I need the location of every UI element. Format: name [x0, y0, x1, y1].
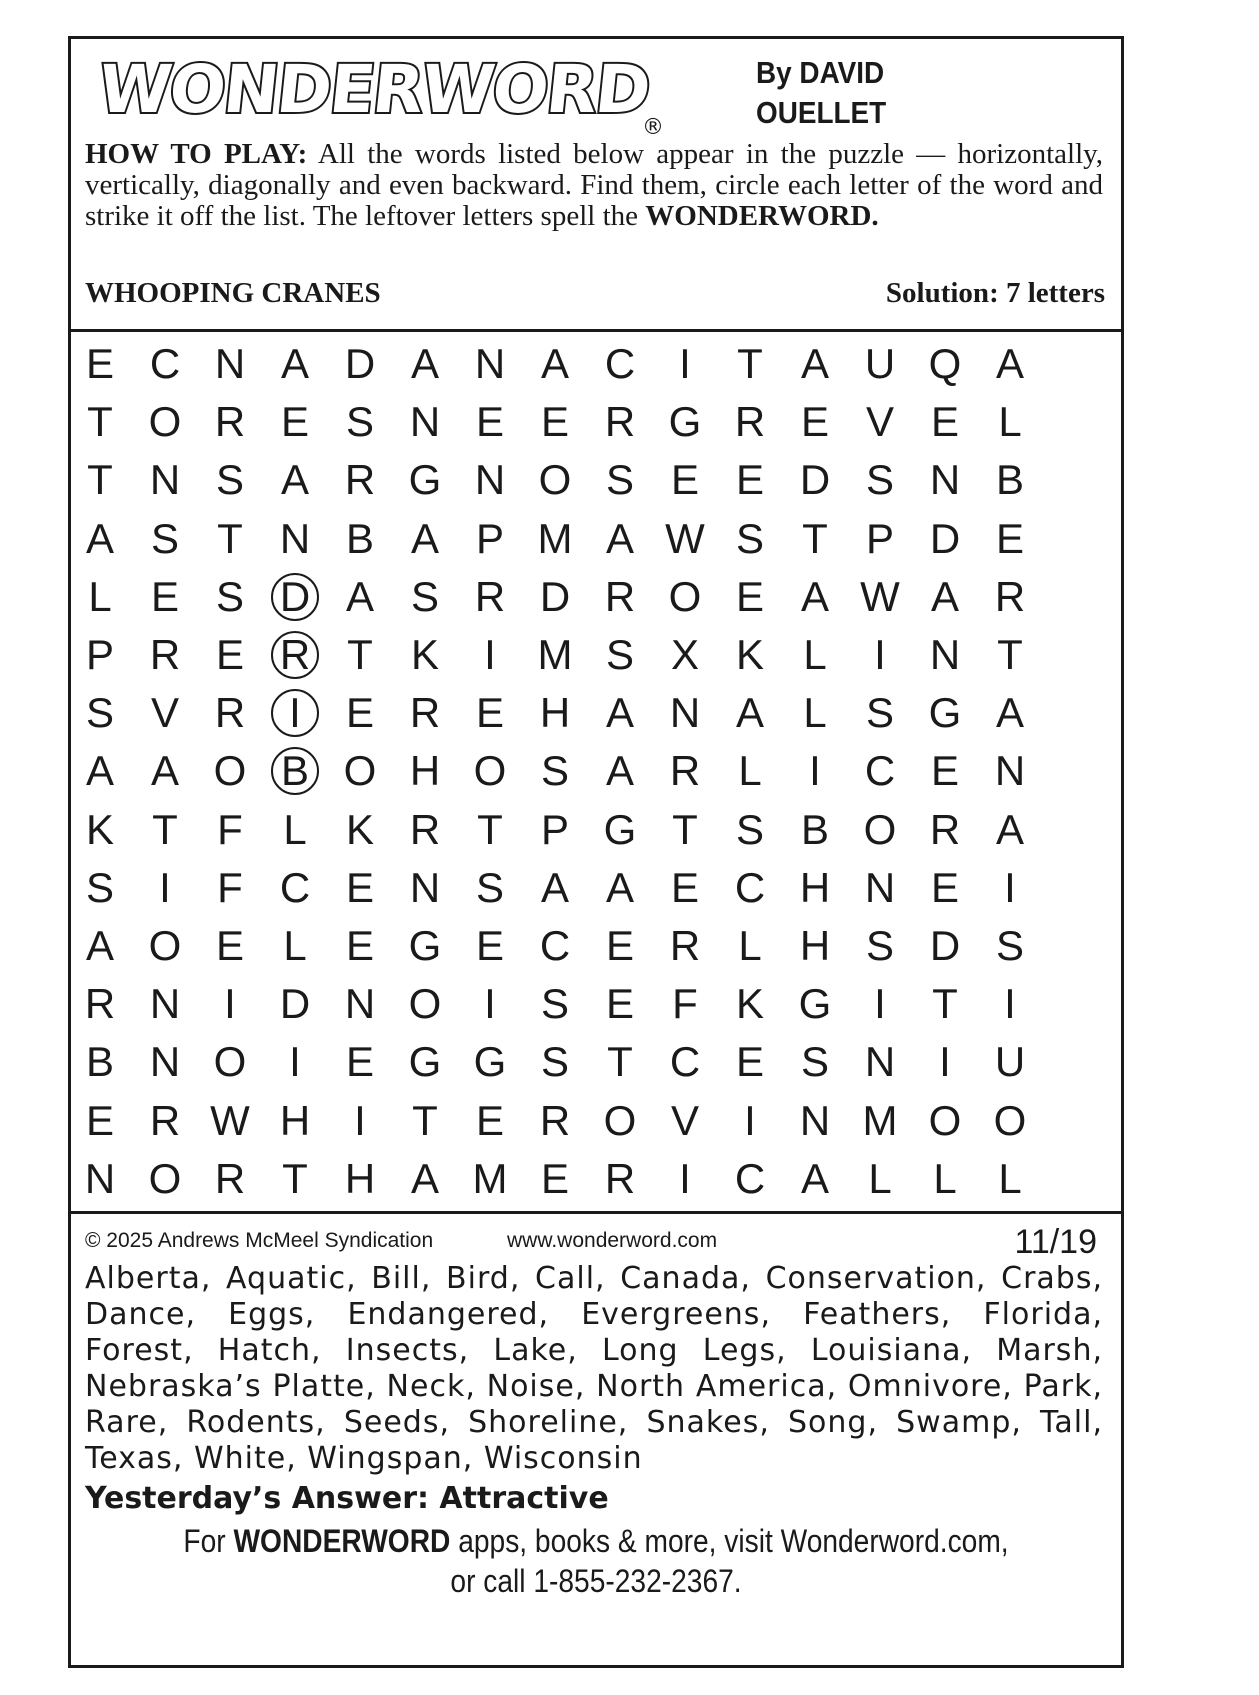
grid-cell[interactable]: E	[735, 456, 764, 504]
grid-cell[interactable]: R	[409, 805, 441, 853]
grid-cell[interactable]: A	[800, 340, 829, 387]
grid-cell[interactable]: E	[540, 398, 569, 446]
grid-cell[interactable]: X	[670, 631, 699, 678]
puzzle-frame	[68, 36, 1124, 1668]
grid-cell[interactable]: G	[408, 456, 442, 504]
grid-cell[interactable]: O	[863, 805, 897, 853]
grid-cell[interactable]: I	[271, 689, 319, 737]
grid-cell[interactable]: N	[669, 689, 701, 737]
grid-cell[interactable]: S	[540, 980, 569, 1028]
grid-cell[interactable]: B	[85, 1038, 114, 1086]
grid-cell[interactable]: E	[215, 631, 244, 678]
grid-cell[interactable]: T	[607, 1038, 633, 1086]
grid-cell[interactable]: R	[604, 398, 636, 446]
grid-cell[interactable]: A	[280, 340, 309, 387]
grid-cell[interactable]: N	[409, 863, 441, 911]
grid-cell[interactable]: E	[670, 456, 699, 504]
grid-cell[interactable]: T	[802, 514, 828, 562]
grid-cell[interactable]: R	[271, 631, 319, 679]
grid-cell[interactable]: S	[735, 514, 764, 562]
registered-mark: ®	[642, 115, 664, 140]
grid-cell[interactable]: N	[149, 456, 181, 504]
grid-cell[interactable]: R	[474, 572, 506, 620]
grid-cell[interactable]: S	[215, 456, 244, 504]
divider-top	[71, 329, 1121, 332]
grid-cell[interactable]: S	[865, 689, 894, 737]
grid-cell[interactable]: E	[345, 922, 374, 969]
grid-cell[interactable]: O	[603, 1096, 637, 1144]
grid-cell[interactable]: I	[484, 980, 496, 1028]
grid-cell[interactable]: H	[344, 1154, 376, 1202]
grid-cell[interactable]: T	[672, 805, 698, 853]
grid-cell[interactable]: G	[603, 805, 637, 853]
grid-cell[interactable]: L	[283, 922, 307, 969]
grid-cell[interactable]: T	[152, 805, 178, 853]
grid-cell[interactable]: A	[800, 572, 829, 620]
grid-cell[interactable]: S	[995, 922, 1024, 969]
theme-row	[85, 277, 1105, 313]
grid-cell[interactable]: R	[604, 572, 636, 620]
grid-cell[interactable]: I	[679, 1154, 691, 1202]
grid-cell[interactable]: O	[213, 1038, 247, 1086]
grid-cell[interactable]: R	[149, 1096, 181, 1144]
grid-cell[interactable]: N	[929, 631, 961, 678]
grid-cell[interactable]: D	[929, 922, 961, 969]
grid-cell[interactable]: E	[735, 1038, 764, 1086]
grid-cell[interactable]: O	[148, 922, 182, 969]
grid-cell[interactable]: M	[862, 1096, 898, 1144]
grid-cell[interactable]: I	[744, 1096, 756, 1144]
grid-cell[interactable]: A	[605, 747, 634, 795]
grid-cell[interactable]: A	[605, 514, 634, 562]
grid-cell[interactable]: N	[994, 747, 1026, 795]
grid-cell[interactable]: O	[928, 1096, 962, 1144]
grid-cell[interactable]: E	[670, 863, 699, 911]
grid-cell[interactable]: S	[540, 747, 569, 795]
grid-cell[interactable]: G	[408, 1038, 442, 1086]
promo-rest: apps, books & more, visit Wonderword.com,	[458, 1523, 1009, 1559]
grid-cell[interactable]: R	[214, 398, 246, 446]
grid-cell[interactable]: A	[410, 1154, 439, 1202]
website-link[interactable]: www.wonderword.com	[507, 1229, 718, 1252]
grid-cell[interactable]: W	[665, 514, 705, 562]
grid-cell[interactable]: B	[800, 805, 829, 853]
promo-line2: or call 1-855-232-2367.	[450, 1563, 742, 1599]
grid-cell[interactable]: O	[473, 747, 507, 795]
grid-cell[interactable]: S	[865, 922, 894, 969]
grid-cell[interactable]: L	[803, 689, 827, 737]
grid-cell[interactable]: O	[538, 456, 572, 504]
grid-cell[interactable]: G	[928, 689, 962, 737]
grid-cell[interactable]: K	[735, 631, 764, 678]
grid-cell[interactable]: E	[800, 398, 829, 446]
yesterdays-answer: Yesterday’s Answer: Attractive	[85, 1481, 609, 1516]
grid-cell[interactable]: S	[215, 572, 244, 620]
grid-cell[interactable]: T	[87, 456, 113, 504]
grid-cell[interactable]: A	[995, 340, 1024, 387]
grid-cell[interactable]: E	[475, 1096, 504, 1144]
grid-cell[interactable]: S	[85, 863, 114, 911]
grid-cell[interactable]: F	[217, 805, 243, 853]
grid-cell[interactable]: D	[344, 340, 376, 387]
grid-cell[interactable]: A	[150, 747, 179, 795]
grid-cell[interactable]: T	[737, 340, 763, 387]
grid-cell[interactable]: B	[345, 514, 374, 562]
grid-cell[interactable]: N	[474, 340, 506, 387]
grid-cell[interactable]: K	[410, 631, 439, 678]
grid-cell[interactable]: P	[85, 631, 114, 678]
divider-bottom	[71, 1211, 1121, 1214]
grid-cell[interactable]: T	[412, 1096, 438, 1144]
grid-cell[interactable]: O	[343, 747, 377, 795]
solution-length: Solution: 7 letters	[885, 277, 1105, 309]
grid-cell[interactable]: A	[85, 514, 114, 562]
grid-cell[interactable]: C	[539, 922, 571, 969]
grid-cell[interactable]: P	[540, 805, 569, 853]
grid-cell[interactable]: G	[668, 398, 702, 446]
grid-cell[interactable]: I	[224, 980, 236, 1028]
grid-cell[interactable]: A	[410, 340, 439, 387]
grid-cell[interactable]: O	[148, 398, 182, 446]
grid-cell[interactable]: D	[279, 980, 311, 1028]
grid-cell[interactable]: N	[409, 398, 441, 446]
grid-cell[interactable]: L	[738, 747, 762, 795]
grid-cell[interactable]: S	[800, 1038, 829, 1086]
grid-cell[interactable]: U	[994, 1038, 1026, 1086]
grid-cell[interactable]: R	[669, 747, 701, 795]
grid-cell[interactable]: N	[279, 514, 311, 562]
grid-cell[interactable]: S	[150, 514, 179, 562]
grid-cell[interactable]: A	[280, 456, 309, 504]
grid-cell[interactable]: E	[475, 398, 504, 446]
grid-cell[interactable]: D	[929, 514, 961, 562]
grid-cell[interactable]: C	[149, 340, 181, 387]
grid-cell[interactable]: L	[868, 1154, 892, 1202]
grid-cell[interactable]: I	[289, 1038, 301, 1086]
grid-cell[interactable]: N	[864, 1038, 896, 1086]
grid-cell[interactable]: G	[408, 922, 442, 969]
grid-cell[interactable]: L	[88, 572, 112, 620]
grid-cell[interactable]: S	[410, 572, 439, 620]
promo-line1	[134, 1521, 1058, 1561]
grid-cell[interactable]: N	[864, 863, 896, 911]
byline-line2: OUELLET	[756, 95, 887, 130]
grid-cell[interactable]: R	[214, 1154, 246, 1202]
grid-cell[interactable]: E	[540, 1154, 569, 1202]
grid-cell[interactable]: I	[159, 863, 171, 911]
grid-cell[interactable]: I	[484, 631, 496, 678]
grid-cell[interactable]: O	[408, 980, 442, 1028]
grid-cell[interactable]: E	[85, 1096, 114, 1144]
grid-cell[interactable]: K	[85, 805, 114, 853]
grid-cell[interactable]: A	[85, 922, 114, 969]
grid-cell[interactable]: I	[809, 747, 821, 795]
grid-cell[interactable]: O	[213, 747, 247, 795]
grid-cell[interactable]: R	[539, 1096, 571, 1144]
grid-cell[interactable]: Q	[928, 340, 962, 387]
grid-cell[interactable]: S	[605, 456, 634, 504]
grid-cell[interactable]: I	[1004, 980, 1016, 1028]
word-list: Alberta, Aquatic, Bill, Bird, Call, Canada, Conservation, Crabs, Dance, Eggs, Endangered, Evergreens, Feathers, Florida, Forest, Hatch, Insects, Lake, Long Legs, Louisiana, Marsh, Nebraska’s Platte, Neck, Noise, North America, Omnivore, Park, Rare, Rodents, Seeds, Shoreline, Snakes, Song, Swamp, Tall, Texas, White, Wingspan, Wisconsin	[85, 1261, 1103, 1476]
grid-cell[interactable]: C	[734, 863, 766, 911]
grid-cell[interactable]: I	[354, 1096, 366, 1144]
grid-cell[interactable]: E	[85, 340, 114, 387]
grid-cell[interactable]: K	[345, 805, 374, 853]
grid-cell[interactable]: A	[800, 1154, 829, 1202]
grid-cell[interactable]: T	[87, 398, 113, 446]
grid-cell[interactable]: E	[930, 863, 959, 911]
grid-cell[interactable]: L	[933, 1154, 957, 1202]
grid-cell[interactable]: E	[605, 922, 634, 969]
grid-cell[interactable]: S	[605, 631, 634, 678]
grid-cell[interactable]: I	[874, 631, 886, 678]
grid-cell[interactable]: N	[929, 456, 961, 504]
grid-cell[interactable]: N	[799, 1096, 831, 1144]
grid-cell[interactable]: N	[149, 980, 181, 1028]
grid-cell[interactable]: H	[799, 863, 831, 911]
letter-grid	[73, 337, 1113, 1207]
grid-cell[interactable]: S	[540, 1038, 569, 1086]
grid-cell[interactable]: V	[670, 1096, 699, 1144]
grid-cell[interactable]: P	[865, 514, 894, 562]
grid-cell[interactable]: E	[735, 572, 764, 620]
promo-prefix: For	[183, 1523, 226, 1559]
grid-cell[interactable]: M	[472, 1154, 508, 1202]
grid-cell[interactable]: H	[799, 922, 831, 969]
grid-cell[interactable]: W	[860, 572, 900, 620]
byline	[756, 53, 886, 133]
grid-cell[interactable]: R	[149, 631, 181, 678]
grid-cell[interactable]: U	[864, 340, 896, 387]
grid-cell[interactable]: A	[735, 689, 764, 737]
grid-cell[interactable]: T	[282, 1154, 308, 1202]
grid-cell[interactable]: P	[475, 514, 504, 562]
how-to-play-text: All the words listed below appear in the puzzle — horizontally, vertically, diagonally and even backward. Find them, circle each letter of the word and strike it off the list. The leftover letters spell the	[85, 138, 1104, 232]
grid-cell[interactable]: O	[668, 572, 702, 620]
how-to-play	[85, 139, 1103, 232]
grid-cell[interactable]: T	[217, 514, 243, 562]
grid-cell[interactable]: S	[865, 456, 894, 504]
grid-cell[interactable]: A	[995, 805, 1024, 853]
how-to-play-end: WONDERWORD.	[645, 200, 879, 232]
grid-cell[interactable]: H	[539, 689, 571, 737]
grid-cell[interactable]: E	[345, 863, 374, 911]
grid-cell[interactable]: R	[409, 689, 441, 737]
grid-cell[interactable]: F	[217, 863, 243, 911]
grid-cell[interactable]: T	[347, 631, 373, 678]
grid-cell[interactable]: R	[669, 922, 701, 969]
grid-cell[interactable]: M	[537, 514, 573, 562]
grid-cell[interactable]: A	[410, 514, 439, 562]
grid-cell[interactable]: I	[874, 980, 886, 1028]
grid-cell[interactable]: R	[214, 689, 246, 737]
grid-cell[interactable]: D	[799, 456, 831, 504]
grid-cell[interactable]: R	[929, 805, 961, 853]
grid-cell[interactable]: A	[605, 863, 634, 911]
grid-cell[interactable]: L	[998, 398, 1022, 446]
grid-cell[interactable]: H	[409, 747, 441, 795]
grid-cell[interactable]: E	[930, 398, 959, 446]
grid-cell[interactable]: V	[865, 398, 894, 446]
grid-cell[interactable]: I	[939, 1038, 951, 1086]
grid-cell[interactable]: C	[279, 863, 311, 911]
logo-text: WONDERWORD	[94, 51, 653, 128]
grid-cell[interactable]: C	[669, 1038, 701, 1086]
grid-cell[interactable]: C	[604, 340, 636, 387]
grid-cell[interactable]: I	[1004, 863, 1016, 911]
grid-cell[interactable]: A	[995, 689, 1024, 737]
grid-cell[interactable]: M	[537, 631, 573, 678]
grid-cell[interactable]: E	[930, 747, 959, 795]
grid-cell[interactable]: W	[210, 1096, 250, 1144]
grid-cell[interactable]: A	[540, 863, 569, 911]
byline-line1: By DAVID	[756, 55, 885, 90]
grid-cell[interactable]: D	[539, 572, 571, 620]
grid-cell[interactable]: E	[345, 689, 374, 737]
grid-cell[interactable]: C	[734, 1154, 766, 1202]
grid-cell[interactable]: G	[473, 1038, 507, 1086]
promo-brand: WONDERWORD	[233, 1523, 451, 1559]
promo	[71, 1521, 1121, 1601]
grid-cell[interactable]: O	[993, 1096, 1027, 1144]
grid-cell[interactable]: C	[864, 747, 896, 795]
grid-cell[interactable]: S	[735, 805, 764, 853]
grid-cell[interactable]: E	[345, 1038, 374, 1086]
grid-cell[interactable]: E	[475, 689, 504, 737]
grid-cell[interactable]: T	[477, 805, 503, 853]
grid-cell[interactable]: K	[735, 980, 764, 1028]
theme-title: WHOOPING CRANES	[85, 277, 381, 309]
grid-cell[interactable]: O	[148, 1154, 182, 1202]
footer-info	[85, 1223, 1105, 1263]
grid-cell[interactable]: I	[679, 340, 691, 387]
grid-cell[interactable]: A	[605, 689, 634, 737]
grid-cell[interactable]: S	[85, 689, 114, 737]
puzzle-date: 11/19	[1014, 1223, 1097, 1261]
grid-cell[interactable]: E	[995, 514, 1024, 562]
grid-cell[interactable]: N	[474, 456, 506, 504]
grid-cell[interactable]: E	[150, 572, 179, 620]
grid-cell[interactable]: F	[672, 980, 698, 1028]
grid-cell[interactable]: R	[734, 398, 766, 446]
grid-cell[interactable]: D	[271, 573, 319, 621]
copyright: © 2025 Andrews McMeel Syndication	[85, 1229, 434, 1252]
grid-cell[interactable]: A	[930, 572, 959, 620]
grid-cell[interactable]: V	[150, 689, 179, 737]
grid-cell[interactable]: E	[605, 980, 634, 1028]
grid-cell[interactable]: S	[475, 863, 504, 911]
grid-cell[interactable]: H	[279, 1096, 311, 1144]
grid-cell[interactable]: E	[215, 922, 244, 969]
grid-cell[interactable]: S	[345, 398, 374, 446]
grid-cell[interactable]: L	[803, 631, 827, 678]
grid-cell[interactable]: R	[84, 980, 116, 1028]
grid-cell[interactable]: B	[995, 456, 1024, 504]
grid-cell[interactable]: N	[149, 1038, 181, 1086]
grid-cell[interactable]: A	[345, 572, 374, 620]
grid-cell[interactable]: L	[998, 1154, 1022, 1202]
grid-cell[interactable]: A	[540, 340, 569, 387]
grid-cell[interactable]: R	[344, 456, 376, 504]
grid-cell[interactable]: T	[997, 631, 1023, 678]
grid-cell[interactable]: B	[271, 747, 319, 795]
grid-cell[interactable]: R	[604, 1154, 636, 1202]
grid-cell[interactable]: L	[283, 805, 307, 853]
grid-cell[interactable]: L	[738, 922, 762, 969]
grid-cell[interactable]: N	[84, 1154, 116, 1202]
grid-cell[interactable]: T	[932, 980, 958, 1028]
grid-cell[interactable]: N	[344, 980, 376, 1028]
how-to-play-label: HOW TO PLAY:	[85, 138, 308, 170]
grid-cell[interactable]: E	[475, 922, 504, 969]
grid-cell[interactable]: E	[280, 398, 309, 446]
grid-cell[interactable]: G	[798, 980, 832, 1028]
grid-cell[interactable]: A	[85, 747, 114, 795]
grid-cell[interactable]: R	[994, 572, 1026, 620]
grid-cell[interactable]: N	[214, 340, 246, 387]
